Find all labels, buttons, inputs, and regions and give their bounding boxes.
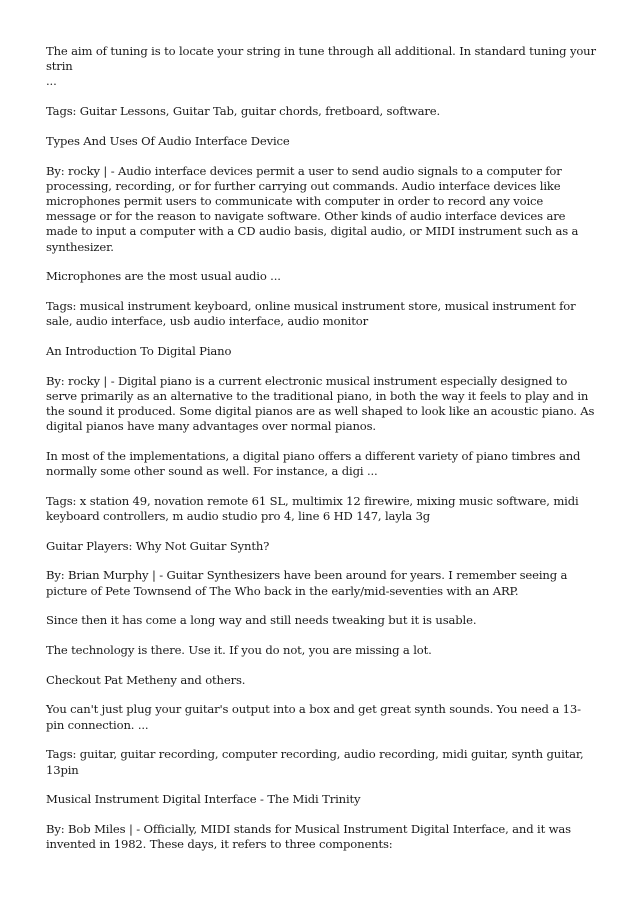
article-body: Since then it has come a long way and still needs tweaking but it is usable. [46,613,477,628]
article-title: Guitar Players: Why Not Guitar Synth? [46,538,270,553]
article-title: Musical Instrument Digital Interface - The Midi Trinity [46,792,361,807]
tags-line: Tags: x station 49, novation remote 61 SL, multimix 12 firewire, mixing music software, midi keyboard controllers, m audio studio pro 4, line 6 HD 147, layla 3g [46,493,579,523]
article-body: Microphones are the most usual audio ... [46,269,281,284]
article-title: Types And Uses Of Audio Interface Device [46,133,290,148]
article-body: In most of the implementations, a digital piano offers a different variety of piano timbres and normally some other sound as well. For instance, a digi ... [46,448,581,479]
article-body: By: rocky | - Digital piano is a current electronic musical instrument especially designed to serve primarily as an alternative to the traditional piano, in both the way it feels to play and in the sound it produced. Some digital pianos are as well shaped to look like an acoustic piano. As digital pianos have many advantages over normal pianos. [46,373,595,434]
tags-line: Tags: guitar, guitar recording, computer recording, audio recording, midi guitar, synth guitar, 13pin [46,747,584,777]
intro-paragraph: The aim of tuning is to locate your string in tune through all additional. In standard tuning your strin ... [46,44,596,89]
tags-line: Tags: Guitar Lessons, Guitar Tab, guitar chords, fretboard, software. [46,104,441,119]
document-page [46,44,596,867]
article-body: Checkout Pat Metheny and others. [46,672,246,687]
article-body: The technology is there. Use it. If you do not, you are missing a lot. [46,642,432,657]
article-body: By: rocky | - Audio interface devices permit a user to send audio signals to a computer for processing, recording, or for further carrying out commands. Audio interface devices like microphones permit users to communicate with computer in order to record any voice message or for the reason to navigate software. Other kinds of audio interface devices are made to input a computer with a CD audio basis, digital audio, or MIDI instrument such as a synthesizer. [46,163,579,254]
tags-line: Tags: musical instrument keyboard, online musical instrument store, musical instrument for sale, audio interface, usb audio interface, audio monitor [46,298,576,329]
article-body: You can't just plug your guitar's output into a box and get great synth sounds. You need a 13-pin connection. ... [46,702,581,732]
article-body: By: Brian Murphy | - Guitar Synthesizers have been around for years. I remember seeing a picture of Pete Townsend of The Who back in the early/mid-seventies with an ARP. [46,568,568,598]
article-title: An Introduction To Digital Piano [46,343,232,358]
article-body: By: Bob Miles | - Officially, MIDI stands for Musical Instrument Digital Interface, and it was invented in 1982. These days, it refers to three components: [46,821,571,852]
